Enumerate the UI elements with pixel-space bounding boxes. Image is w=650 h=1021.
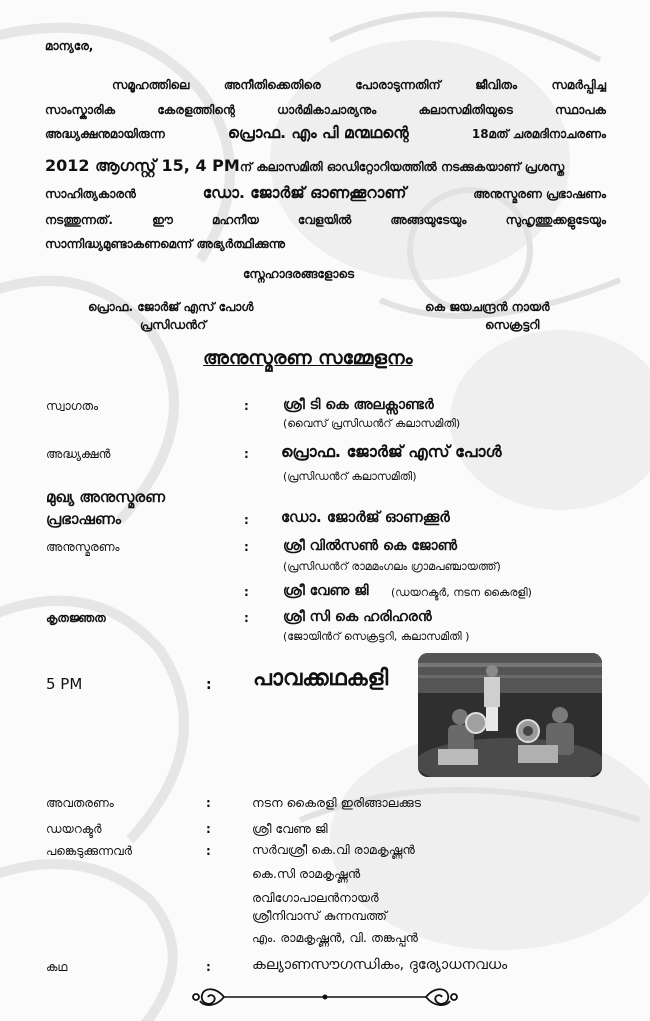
welcome-label: സ്വാഗതം bbox=[46, 399, 99, 413]
welcome-colon: : bbox=[244, 399, 249, 413]
paragraph-line-7: സാന്നിദ്ധ്യമുണ്ടാകണമെന്ന് അഭ്യർത്ഥിക്കുന്നു bbox=[45, 237, 285, 251]
presented-value: നടന കൈരളി ഇരിങ്ങാലക്കുട bbox=[252, 795, 422, 810]
paragraph-line-4 bbox=[45, 156, 606, 176]
participant-item: സർവശ്രീ കെ.വി രാമകൃഷ്ണൻ bbox=[252, 842, 415, 857]
memorial-colon: : bbox=[244, 540, 249, 554]
show-colon: : bbox=[206, 677, 212, 693]
speech-label-line-2: പ്രഭാഷണം bbox=[46, 510, 122, 528]
signatory-right-name: കെ ജയചന്ദ്രൻ നായർ bbox=[425, 300, 550, 314]
show-title: പാവക്കഥകളി bbox=[253, 666, 389, 691]
chair-label: അദ്ധ്യക്ഷൻ bbox=[46, 447, 111, 461]
paragraph-line-5 bbox=[45, 184, 606, 203]
chair-name: പ്രൊഫ. ജോർജ് എസ് പോൾ bbox=[281, 442, 502, 461]
salutation: മാന്യരേ, bbox=[45, 39, 94, 53]
participant-item: ശ്രീനിവാസ് കുന്നമ്പത്ത് bbox=[252, 908, 387, 923]
signatory-left-name: പ്രൊഫ. ജോർജ് എസ് പോൾ bbox=[88, 300, 254, 314]
puppet-kathakali-photo bbox=[418, 653, 602, 777]
memorial-label: അനുസ്മരണം bbox=[46, 540, 120, 554]
director-label: ഡയറക്ടർ bbox=[46, 822, 102, 836]
presented-label: അവതരണം bbox=[46, 796, 114, 810]
paragraph-line-4-text: ന് കലാസമിതി ഓഡിറ്റോറിയത്തിൽ നടക്കുകയാണ് പ്രശസ്ത bbox=[239, 160, 565, 174]
speech-label-line-1: മുഖ്യ അനുസ്മരണ bbox=[46, 488, 165, 506]
speech-name: ഡോ. ജോർജ് ഓണക്കൂർ bbox=[281, 508, 450, 526]
puppet-performance-image bbox=[418, 653, 602, 777]
participant-item: എം. രാമകൃഷ്ണൻ, വി. തങ്കപ്പൻ bbox=[252, 930, 418, 945]
memorial-sub-2: (ഡയറക്ടർ, നടന കൈരളി) bbox=[391, 586, 532, 599]
thanks-sub: (ജോയിൻറ് സെക്രട്ടറി, കലാസമിതി ) bbox=[283, 630, 470, 643]
paragraph-line-1: സമൂഹത്തിലെ അനീതിക്കെതിരെ പോരാടുന്നതിന് ജീവിതം സമർപ്പിച്ച bbox=[112, 78, 606, 92]
signatory-right-role: സെക്രട്ടറി bbox=[485, 318, 540, 332]
welcome-sub: (വൈസ് പ്രസിഡൻറ് കലാസമിതി) bbox=[283, 417, 461, 430]
chair-sub: (പ്രസിഡൻറ് കലാസമിതി) bbox=[283, 470, 417, 483]
participant-item: കെ.സി രാമകൃഷ്ണൻ bbox=[252, 866, 361, 881]
welcome-name: ശ്രീ ടി കെ അലക്സാണ്ടർ bbox=[283, 397, 434, 413]
story-label: കഥ bbox=[46, 960, 68, 974]
participant-item: രവിഗോപാലൻനായർ bbox=[252, 890, 379, 905]
honoree-name: പ്രൊഫ. എം പി മന്മഥന്റെ bbox=[227, 124, 409, 142]
paragraph-line-3-text-b: 18മത് ചരമദിനാചരണം bbox=[471, 127, 606, 141]
participants-colon: : bbox=[206, 844, 211, 858]
paragraph-line-3-text-a: അദ്ധ്യക്ഷനുമായിരുന്ന bbox=[45, 127, 165, 141]
regards: സ്നേഹാദരങ്ങളോടെ bbox=[243, 267, 355, 281]
signatory-left-role: പ്രസിഡൻറ് bbox=[140, 318, 207, 332]
speaker-name: ഡോ. ജോർജ് ഓണക്കൂറാണ് bbox=[202, 184, 407, 202]
story-value: കല്യാണസൗഗന്ധികം, ദുര്യോധനവധം bbox=[252, 957, 508, 973]
memorial-name-1: ശ്രീ വിൽസൺ കെ ജോൺ bbox=[283, 538, 458, 554]
event-date: 2012 ആഗസ്റ്റ് 15, 4 PM bbox=[45, 156, 240, 175]
memorial-name-2: ശ്രീ വേണു ജി bbox=[283, 583, 369, 599]
presented-colon: : bbox=[206, 796, 211, 810]
paragraph-line-6: നടത്തുന്നത്. ഈ മഹനീയ വേളയിൽ അങ്ങയുടേയും സുഹൃത്തുക്കളുടേയും bbox=[45, 213, 606, 227]
story-colon: : bbox=[206, 960, 211, 974]
speech-colon: : bbox=[244, 513, 249, 527]
director-value: ശ്രീ വേണു ജി bbox=[252, 821, 328, 836]
director-colon: : bbox=[206, 822, 211, 836]
thanks-name: ശ്രീ സി കെ ഹരിഹരൻ bbox=[283, 609, 432, 625]
paragraph-line-2: സാംസ്കാരിക കേരളത്തിന്റെ ധാർമികാചാര്യനും കലാസമിതിയുടെ സ്ഥാപക bbox=[45, 103, 606, 117]
paragraph-line-5-text-b: അനുസ്മരണ പ്രഭാഷണം bbox=[473, 187, 606, 201]
thanks-label: കൃതജ്ഞത bbox=[46, 611, 106, 625]
paragraph-line-5-text-a: സാഹിത്യകാരൻ bbox=[45, 187, 136, 201]
programme-title: അനുസ്മരണ സമ്മേളനം bbox=[203, 347, 413, 369]
ornamental-divider-icon bbox=[190, 983, 460, 1011]
show-time: 5 PM bbox=[46, 675, 83, 693]
paragraph-line-3 bbox=[45, 124, 606, 143]
thanks-colon: : bbox=[244, 611, 249, 625]
participants-label: പങ്കെടുക്കുന്നവർ bbox=[46, 844, 133, 858]
memorial-colon-2: : bbox=[244, 585, 249, 599]
chair-colon: : bbox=[244, 447, 249, 461]
memorial-sub-1: (പ്രസിഡൻറ് രാമമംഗലം ഗ്രാമപഞ്ചായത്ത്) bbox=[283, 560, 501, 573]
